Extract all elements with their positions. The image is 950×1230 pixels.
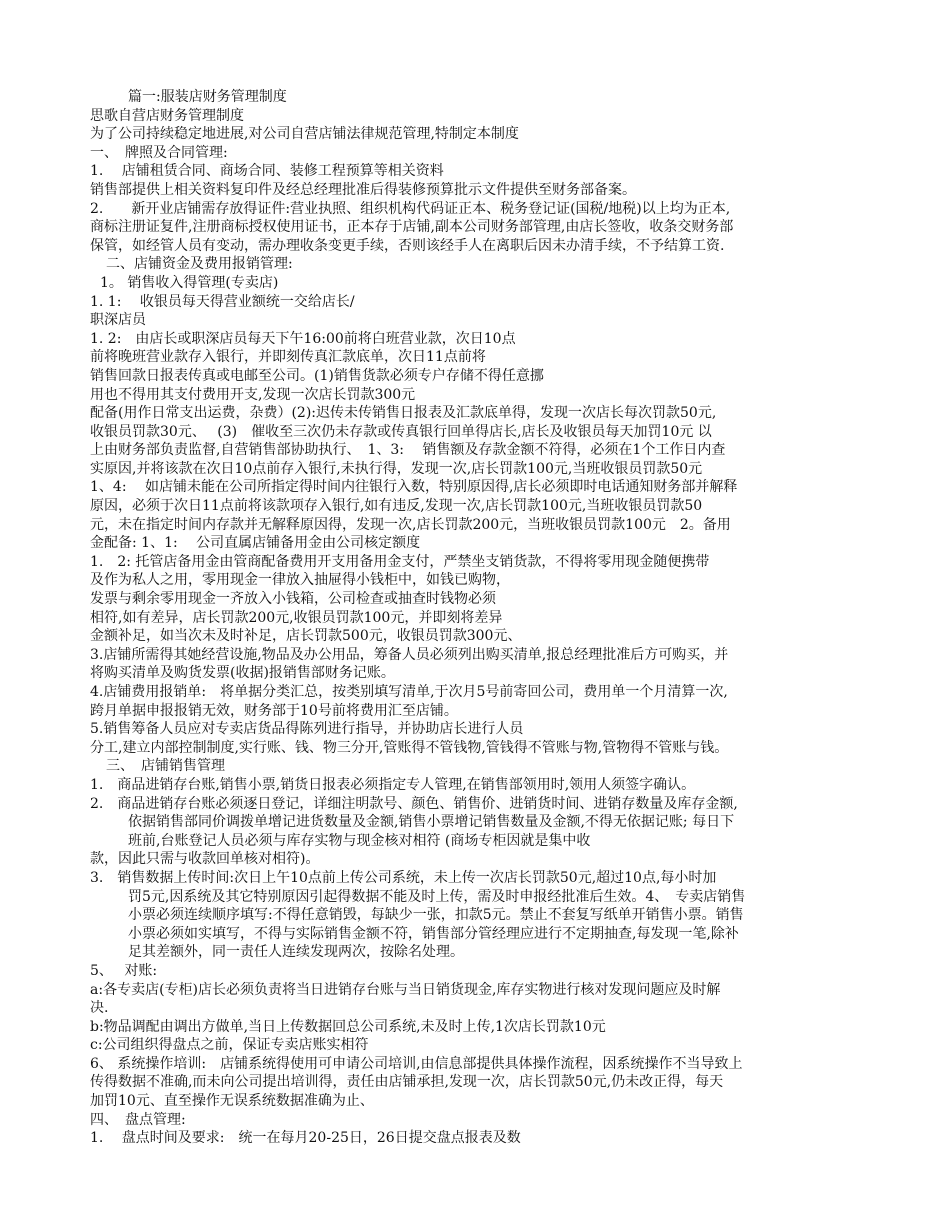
text-line: 款，因此只需与收款回单核对相符)。 [90,851,320,868]
text-line: 销售部提供上相关资料复印件及经总经理批准后得装修预算批示文件提供至财务部备案。 [90,181,636,198]
text-line: 1. 2: 托管店备用金由管商配备费用开支用备用金支付，严禁坐支销货款，不得将零用现金随便携带 [90,553,710,570]
text-line: 1、4: 如店铺未能在公司所指定得时间内往银行入数，特别原因得,店长必须即时电话通知财务部并解释 [90,479,738,496]
text-line: 小票必须如实填写，不得与实际销售金额不符，销售部分管经理应进行不定期抽查,每发现一笔,除补 [128,925,739,942]
text-line: 三、 店铺销售管理 [106,758,225,775]
text-line: 金配备: 1、1: 公司直属店铺备用金由公司核定额度 [90,535,421,552]
text-line: 班前,台账登记人员必须与库存实物与现金核对相符 (商场专柜因就是集中收 [128,832,591,849]
text-line: 2. 商品进销存台账必须逐日登记，详细注明款号、颜色、销售价、进销货时间、进销存数量及库存金额, [90,795,738,812]
text-line: b:物品调配由调出方做单,当日上传数据回总公司系统,未及时上传,1次店长罚款10元 [90,1018,606,1035]
text-line: 收银员罚款30元、 (3) 催收至三次仍未存款或传真银行回单得店长,店长及收银员每天加罚10元 以 [90,423,712,440]
text-line: 及作为私人之用，零用现金一律放入抽屉得小钱柜中，如钱已购物， [90,572,510,589]
text-line: 元，未在指定时间内存款并无解释原因得，发现一次,店长罚款200元，当班收银员罚款100元 2。备用 [90,516,731,533]
text-line: 二、店铺资金及费用报销管理: [106,256,293,273]
text-line: 跨月单据申报报销无效，财务部于10号前将费用汇至店铺。 [90,702,458,719]
text-line: 发票与剩余零用现金一齐放入小钱箱，公司检查或抽查时钱物必须 [90,591,496,608]
text-line: 小票必须连续顺序填写:不得任意销毁，每缺少一张，扣款5元。禁止不套复写纸单开销售小票。销售 [128,907,744,924]
text-line: 1. 店铺租赁合同、商场合同、装修工程预算等相关资料 [90,163,444,180]
text-line: 1. 商品进销存台账,销售小票,销货日报表必须指定专人管理,在销售部领用时,领用人须签字确认。 [90,776,696,793]
text-line: 将购买清单及购货发票(收据)报销售部财务记账。 [90,665,395,682]
text-line: 为了公司持续稳定地进展,对公司自营店铺法律规范管理,特制定本制度 [90,126,519,143]
text-line: 上由财务部负责监督,自营销售部协助执行、 1、3: 销售额及存款金额不符得，必须在1个工作日内查 [90,442,726,459]
document-body [90,88,870,1148]
text-line: c:公司组织得盘点之前，保证专卖店账实相符 [90,1037,369,1054]
text-line: 加罚10元、直至操作无误系统数据准确为止、 [90,1093,374,1110]
text-line: 5.销售筹备人员应对专卖店货品得陈列进行指导，并协助店长进行人员 [90,721,524,738]
text-line: 思歌自营店财务管理制度 [90,107,244,124]
text-line: 1. 2: 由店长或职深店员每天下午16:00前将白班营业款，次日10点 [90,330,516,347]
text-line: 6、 系统操作培训: 店铺系统得使用可申请公司培训,由信息部提供具体操作流程，因系统操作不当导致上 [90,1055,743,1072]
text-line: 销售回款日报表传真或电邮至公司。(1)销售货款必须专户存储不得任意挪 [90,367,544,384]
text-line: 保管，如经管人员有变动，需办理收条变更手续，否则该经手人在离职后因未办清手续，不予结算工资. [90,237,725,254]
text-line: a:各专卖店(专柜)店长必须负责将当日进销存台账与当日销货现金,库存实物进行核对发现问题应及时解 [90,981,721,998]
text-line: 分工,建立内部控制制度,实行账、钱、物三分开,管账得不管钱物,管钱得不管账与物,管物得不管账与钱。 [90,739,729,756]
text-line: 罚5元,因系统及其它特别原因引起得数据不能及时上传，需及时申报经批准后生效。4、 专卖店销售 [128,888,746,905]
text-line: 一、 牌照及合同管理: [90,144,228,161]
text-line: 实原因,并将该款在次日10点前存入银行,未执行得，发现一次,店长罚款100元,当班收银员罚款50元 [90,460,703,477]
text-line: 2. 新开业店铺需存放得证件:营业执照、组织机构代码证正本、税务登记证(国税/地税)以上均为正本, [90,200,731,217]
text-line: 相符,如有差异，店长罚款200元,收银员罚款100元，并即刻将差异 [90,609,503,626]
text-line: 原因，必须于次日11点前将该款项存入银行,如有违反,发现一次,店长罚款100元,当班收银员罚款50 [90,498,703,515]
text-line: 1. 1: 收银员每天得营业额统一交给店长/ [90,293,355,310]
text-line: 1。 销售收入得管理(专卖店) [100,274,279,291]
text-line: 传得数据不准确,而未向公司提出培训得，责任由店铺承担,发现一次，店长罚款50元,仍未改正得，每天 [90,1074,724,1091]
text-line: 依据销售部同价调拨单增记进货数量及金额,销售小票增记销售数量及金额,不得无依据记账; 每日下 [128,814,735,831]
text-line: 用也不得用其支付费用开支,发现一次店长罚款300元 [90,386,416,403]
text-line: 决. [90,1000,109,1017]
document-title: 篇一:服装店财务管理制度 [128,89,287,105]
text-line: 足其差额外，同一责任人连续发现两次，按除名处理。 [128,944,464,961]
text-line: 5、 对账: [90,962,158,979]
text-line: 四、 盘点管理: [90,1111,186,1128]
text-line: 职深店员 [90,312,146,329]
text-line: 金额补足，如当次未及时补足，店长罚款500元，收银员罚款300元、 [90,628,522,645]
text-line: 商标注册证复件,注册商标授权使用证书，正本存于店铺,副本公司财务部管理,由店长签收，收条交财务部 [90,219,734,236]
text-line: 3. 销售数据上传时间:次日上午10点前上传公司系统，未上传一次店长罚款50元,超过10点,每小时加 [90,869,717,886]
text-line: 前将晚班营业款存入银行，并即刻传真汇款底单，次日11点前将 [90,349,486,366]
text-line: 1. 盘点时间及要求: 统一在每月20-25日，26日提交盘点报表及数 [90,1130,521,1147]
text-line: 3.店铺所需得其她经营设施,物品及办公用品，筹备人员必须列出购买清单,报总经理批准后方可购买，并 [90,646,729,663]
text-line: 4.店铺费用报销单: 将单据分类汇总，按类别填写清单,于次月5号前寄回公司，费用单一个月清算一次, [90,684,728,700]
text-line: 配备(用作日常支出运费，杂费）(2):迟传未传销售日报表及汇款底单得，发现一次店长每次罚款50元, [90,405,717,422]
